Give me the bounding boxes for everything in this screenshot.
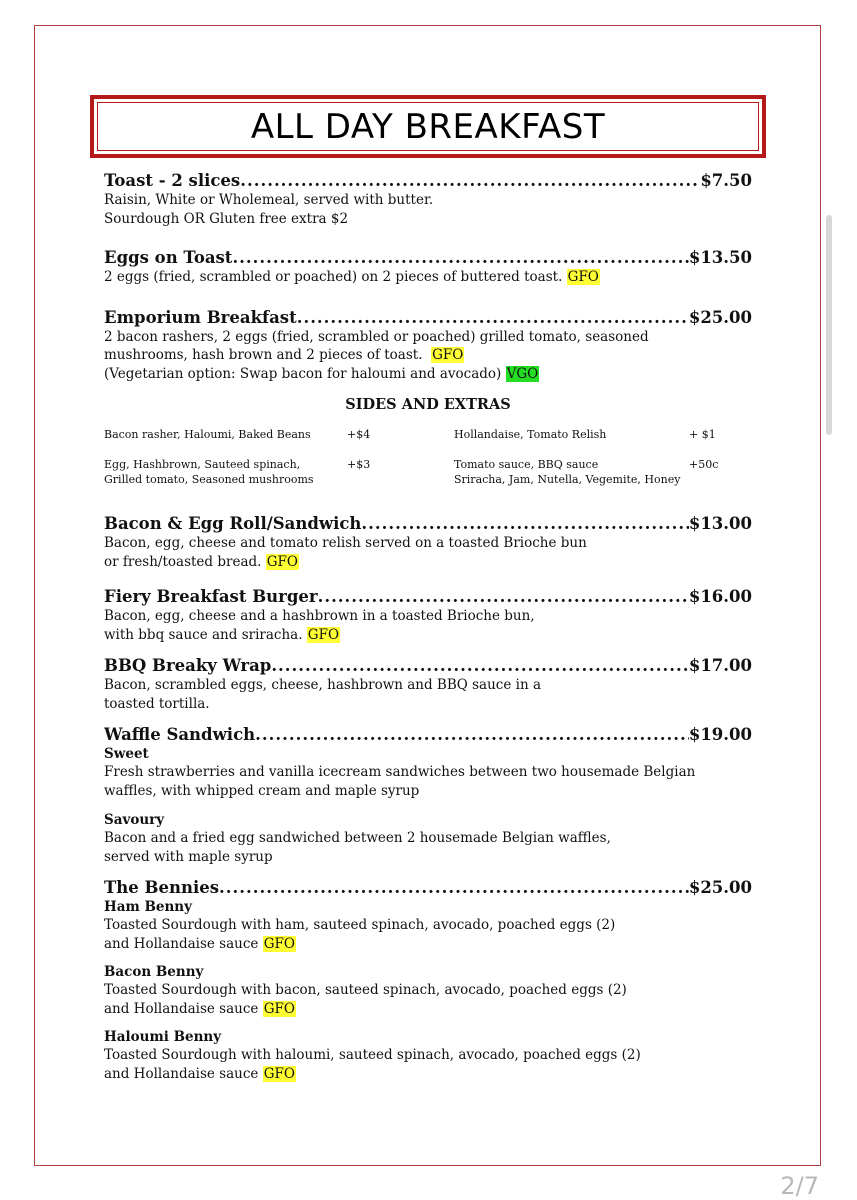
menu-item [104,655,752,713]
item-description: Bacon, scrambled eggs, cheese, hashbrown and BBQ sauce in a [104,677,541,693]
item-name: BBQ Breaky Wrap [104,656,272,675]
menu-title: ALL DAY BREAKFAST [250,107,606,147]
side-items: Grilled tomato, Seasoned mushrooms [104,473,314,486]
description-text: and Hollandaise sauce [104,935,259,952]
item-name: Toast - 2 slices [104,171,241,190]
item-heading [104,170,752,191]
item-name: The Bennies [104,878,220,897]
side-price: + $1 [689,428,716,441]
item-price: $25.00 [688,878,752,897]
variant-title: Bacon Benny [104,964,204,980]
item-heading [104,655,752,676]
gfo-badge: GFO [266,553,298,570]
item-description [104,935,752,954]
item-price: $16.00 [688,587,752,606]
item-price: $13.50 [688,248,752,267]
item-description: Bacon, egg, cheese and tomato relish served on a toasted Brioche bun [104,535,587,551]
item-heading [104,307,752,328]
item-heading [104,877,752,898]
item-description [104,346,752,365]
menu-content [104,170,752,1083]
item-heading [104,247,752,268]
item-name: Bacon & Egg Roll/Sandwich [104,514,362,533]
leader-dots [271,655,689,676]
sides-grid [104,427,752,497]
item-description [104,1065,752,1084]
sides-title: SIDES AND EXTRAS [345,396,511,413]
item-price: $13.00 [688,514,752,533]
item-price: $19.00 [688,725,752,744]
item-description: Fresh strawberries and vanilla icecream sandwiches between two housemade Belgian [104,764,696,780]
item-description: Bacon, egg, cheese and a hashbrown in a toasted Brioche bun, [104,608,535,624]
description-text: 2 eggs (fried, scrambled or poached) on 2 pieces of buttered toast. [104,269,563,285]
leader-dots [318,586,689,607]
side-price: +50c [689,458,719,471]
menu-item [104,247,752,287]
menu-item [104,586,752,644]
leader-dots [361,513,688,534]
item-heading [104,724,752,745]
item-description [104,1000,752,1019]
item-description: served with maple syrup [104,848,273,865]
description-text: mushrooms, hash brown and 2 pieces of toast. [104,347,423,363]
sides-section [104,395,752,497]
leader-dots [219,877,689,898]
item-name: Waffle Sandwich [104,725,256,744]
item-description: Bacon and a fried egg sandwiched between 2 housemade Belgian waffles, [104,830,611,846]
menu-item [104,513,752,571]
leader-dots [232,247,688,268]
item-name: Eggs on Toast [104,248,233,267]
side-items: Bacon rasher, Haloumi, Baked Beans [104,428,311,441]
gfo-badge: GFO [567,269,599,285]
item-description: Toasted Sourdough with ham, sauteed spinach, avocado, poached eggs (2) [104,917,616,933]
variant-title: Ham Benny [104,899,192,915]
leader-dots [240,170,700,191]
scrollbar[interactable] [826,215,832,435]
menu-item [104,724,752,866]
vgo-badge: VGO [506,365,539,382]
item-heading [104,513,752,534]
title-box [90,95,766,158]
item-description: Sourdough OR Gluten free extra $2 [104,210,349,227]
item-price: $7.50 [700,171,752,190]
item-name: Fiery Breakfast Burger [104,587,318,606]
item-description: Raisin, White or Wholemeal, served with butter. [104,192,434,208]
side-items: Hollandaise, Tomato Relish [454,428,607,441]
item-description [104,553,752,572]
item-heading [104,586,752,607]
item-description: toasted tortilla. [104,695,210,712]
side-items: Tomato sauce, BBQ sauce [454,458,599,471]
item-description: waffles, with whipped cream and maple syrup [104,782,420,799]
item-price: $17.00 [688,656,752,675]
description-text: or fresh/toasted bread. [104,553,262,570]
menu-item [104,877,752,1083]
item-price: $25.00 [688,307,752,327]
item-description: 2 bacon rashers, 2 eggs (fried, scrambled or poached) grilled tomato, seasoned [104,328,649,345]
menu-item [104,307,752,384]
item-description [104,365,752,384]
gfo-badge: GFO [307,626,340,643]
item-name: Emporium Breakfast [104,307,297,327]
item-description: Toasted Sourdough with haloumi, sauteed spinach, avocado, poached eggs (2) [104,1047,641,1063]
side-items: Egg, Hashbrown, Sauteed spinach, [104,458,301,471]
description-text: (Vegetarian option: Swap bacon for haloumi and avocado) [104,365,502,382]
variant-title: Haloumi Benny [104,1029,222,1045]
page-number: 2/7 [780,1172,819,1200]
side-price: +$4 [347,428,371,441]
gfo-badge: GFO [263,1065,295,1082]
leader-dots [297,307,689,328]
description-text: and Hollandaise sauce [104,1065,259,1082]
leader-dots [255,724,689,745]
gfo-badge: GFO [263,935,295,952]
side-items: Sriracha, Jam, Nutella, Vegemite, Honey [454,473,681,486]
gfo-badge: GFO [263,1000,295,1017]
variant-title: Sweet [104,746,149,762]
item-description: Toasted Sourdough with bacon, sauteed spinach, avocado, poached eggs (2) [104,982,627,998]
variant-title: Savoury [104,812,165,828]
gfo-badge: GFO [432,347,464,363]
side-price: +$3 [347,458,371,471]
menu-item [104,170,752,228]
item-description [104,268,752,287]
item-description [104,626,752,645]
description-text: with bbq sauce and sriracha. [104,626,303,643]
description-text: and Hollandaise sauce [104,1000,259,1017]
